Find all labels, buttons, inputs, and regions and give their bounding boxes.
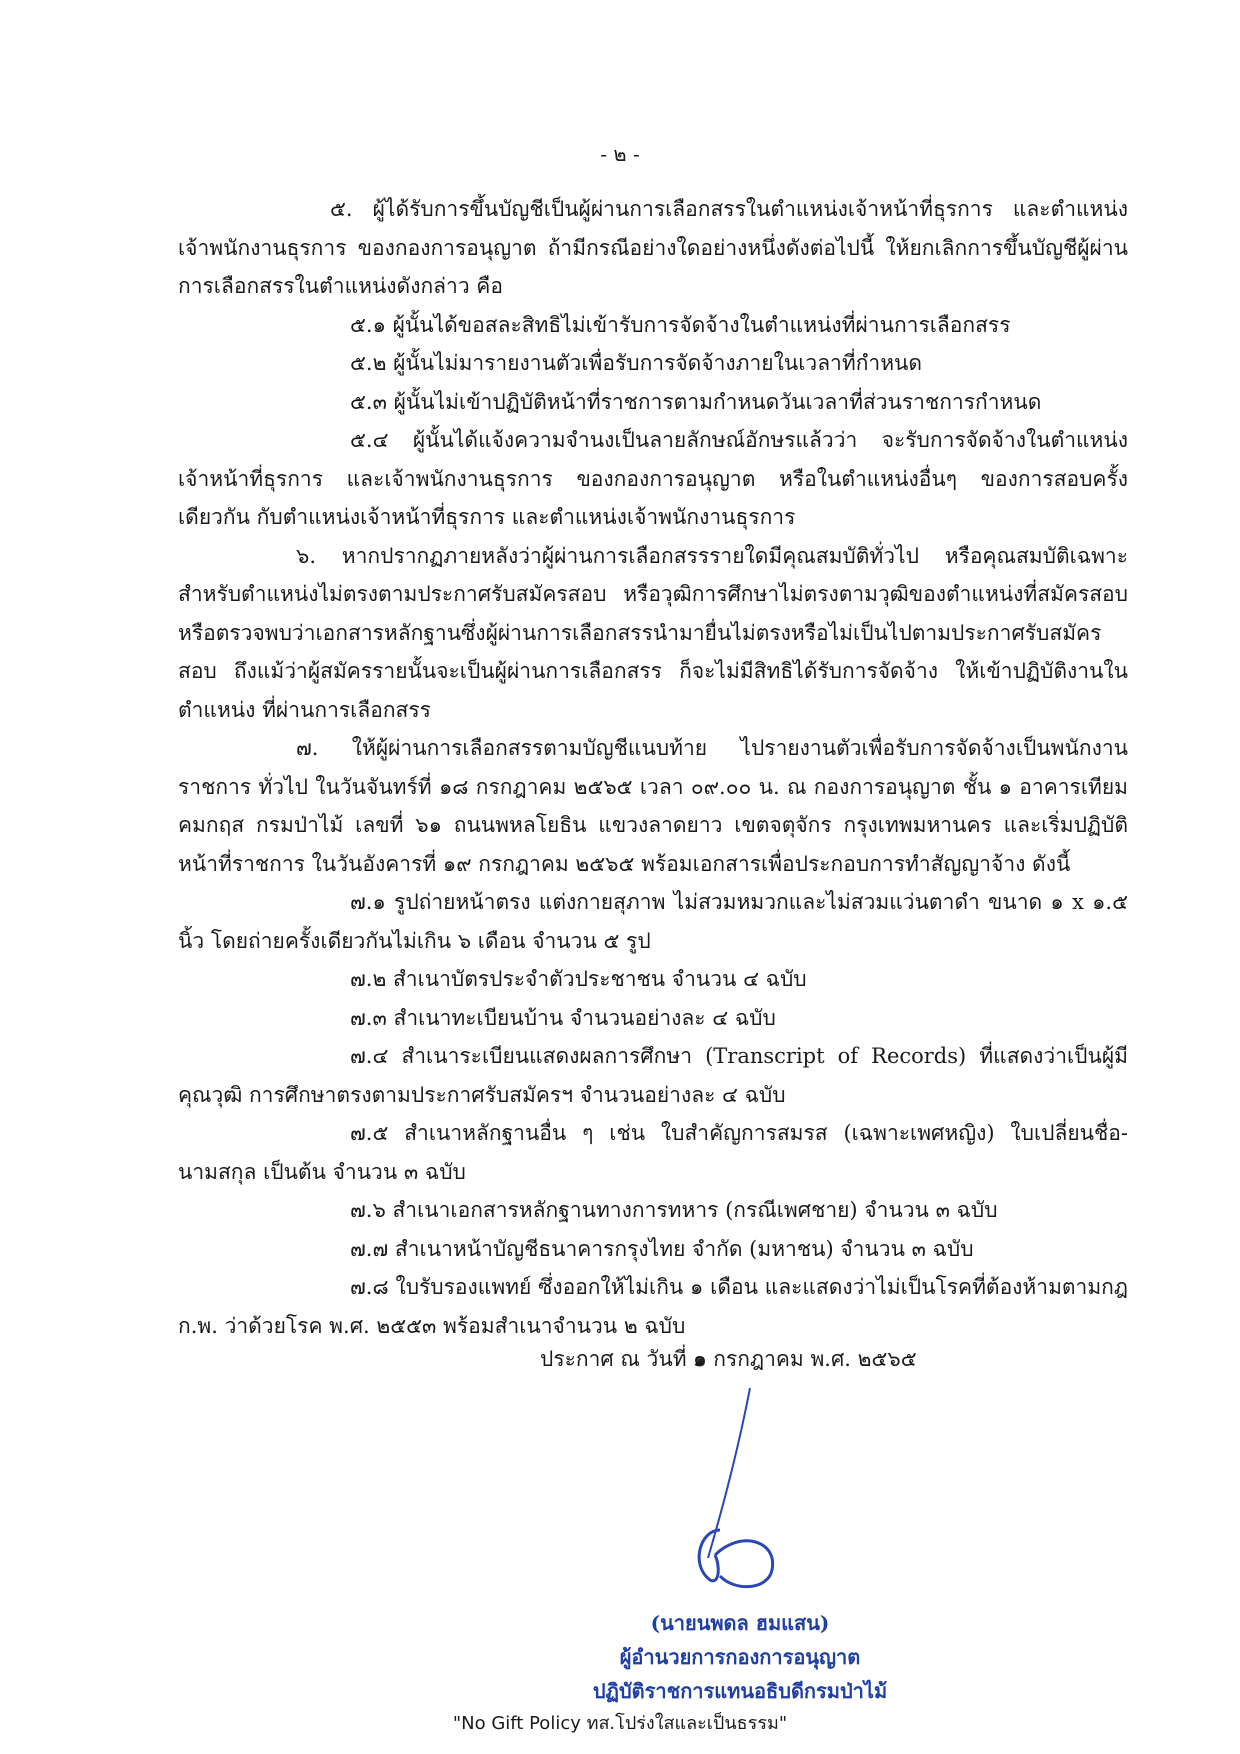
handwritten-signature bbox=[660, 1380, 820, 1600]
announcement-prefix: ประกาศ ณ วันที่ bbox=[540, 1347, 687, 1371]
clause-7-7: ๗.๗ สำเนาหน้าบัญชีธนาคารกรุงไทย จำกัด (มหาชน) จำนวน ๓ ฉบับ bbox=[350, 1236, 974, 1261]
clause-5-2: ๕.๒ ผู้นั้นไม่มารายงานตัวเพื่อรับการจัดจ้างภายในเวลาที่กำหนด bbox=[350, 351, 923, 375]
signer-position: ผู้อำนวยการกองการอนุญาต bbox=[619, 1645, 861, 1669]
clause-7-4: ๗.๔ สำเนาระเบียนแสดงผลการศึกษา (Transcript of Records) ที่แสดงว่าเป็นผู้มีคุณวุฒิ การศึกษาตรงตามประกาศรับสมัครฯ จำนวนอย่างละ ๔ ฉบับ bbox=[178, 1044, 1128, 1107]
signer-name: (นายนพดล ฮมแสน) bbox=[650, 1611, 830, 1635]
announcement-date bbox=[540, 1343, 917, 1376]
announcement-day: ๑ bbox=[693, 1346, 707, 1371]
clause-7-5: ๗.๕ สำเนาหลักฐานอื่น ๆ เช่น ใบสำคัญการสมรส (เฉพาะเพศหญิง) ใบเปลี่ยนชื่อ-นามสกุล เป็นต้น จำนวน ๓ ฉบับ bbox=[178, 1121, 1128, 1184]
document-body bbox=[178, 190, 1128, 1345]
clause-5: ๕. ผู้ได้รับการขึ้นบัญชีเป็นผู้ผ่านการเลือกสรรในตำแหน่งเจ้าหน้าที่ธุรการ และตำแหน่ง เจ้าพนักงานธุรการ ของกองการอนุญาต ถ้ามีกรณีอย่างใดอย่างหนึ่งดังต่อไปนี้ ให้ยกเลิกการขึ้นบัญชีผู้ผ่าน การเลือกสรรในตำแหน่งดังกล่าว คือ bbox=[178, 197, 1128, 298]
clause-5-1: ๕.๑ ผู้นั้นได้ขอสละสิทธิไม่เข้ารับการจัดจ้างในตำแหน่งที่ผ่านการเลือกสรร bbox=[350, 312, 1011, 337]
no-gift-policy-footer: "No Gift Policy ทส.โปร่งใสและเป็นธรรม" bbox=[452, 1713, 788, 1734]
clause-5-3: ๕.๓ ผู้นั้นไม่เข้าปฏิบัติหน้าที่ราชการตามกำหนดวันเวลาที่ส่วนราชการกำหนด bbox=[350, 389, 1042, 414]
page-number: - ๒ - bbox=[600, 142, 640, 166]
clause-7: ๗. ให้ผู้ผ่านการเลือกสรรตามบัญชีแนบท้าย ไปรายงานตัวเพื่อรับการจัดจ้างเป็นพนักงานราชการ ทั่วไป ในวันจันทร์ที่ ๑๘ กรกฎาคม ๒๕๖๕ เวลา ๐๙.๐๐ น. ณ กองการอนุญาต ชั้น ๑ อาคารเทียมคมกฤส กรมป่าไม้ เลขที่ ๖๑ ถนนพหลโยธิน แขวงลาดยาว เขตจตุจักร กรุงเทพมหานคร และเริ่มปฏิบัติหน้าที่ราชการ ในวันอังคารที่ ๑๙ กรกฎาคม ๒๕๖๕ พร้อมเอกสารเพื่อประกอบการทำสัญญาจ้าง ดังนี้ bbox=[178, 736, 1129, 876]
clause-7-3: ๗.๓ สำเนาทะเบียนบ้าน จำนวนอย่างละ ๔ ฉบับ bbox=[350, 1005, 776, 1030]
announcement-month-year: กรกฎาคม พ.ศ. ๒๕๖๕ bbox=[713, 1347, 917, 1371]
clause-5-4: ๕.๔ ผู้นั้นได้แจ้งความจำนงเป็นลายลักษณ์อักษรแล้วว่า จะรับการจัดจ้างในตำแหน่ง เจ้าหน้าที่ธุรการ และเจ้าพนักงานธุรการ ของกองการอนุญาต หรือในตำแหน่งอื่นๆ ของการสอบครั้งเดียวกัน กับตำแหน่งเจ้าหน้าที่ธุรการ และตำแหน่งเจ้าพนักงานธุรการ bbox=[178, 428, 1128, 529]
signer-acting: ปฏิบัติราชการแทนอธิบดีกรมป่าไม้ bbox=[592, 1679, 888, 1703]
clause-7-1: ๗.๑ รูปถ่ายหน้าตรง แต่งกายสุภาพ ไม่สวมหมวกและไม่สวมแว่นตาดำ ขนาด ๑ x ๑.๕ นิ้ว โดยถ่ายครั้งเดียวกันไม่เกิน ๖ เดือน จำนวน ๕ รูป bbox=[178, 890, 1128, 953]
clause-6: ๖. หากปรากฏภายหลังว่าผู้ผ่านการเลือกสรรรายใดมีคุณสมบัติทั่วไป หรือคุณสมบัติเฉพาะ สำหรับตำแหน่งไม่ตรงตามประกาศรับสมัครสอบ หรือวุฒิการศึกษาไม่ตรงตามวุฒิของตำแหน่งที่สมัครสอบ หรือตรวจพบว่าเอกสารหลักฐานซึ่งผู้ผ่านการเลือกสรรนำมายื่นไม่ตรงหรือไม่เป็นไปตามประกาศรับสมัครสอบ ถึงแม้ว่าผู้สมัครรายนั้นจะเป็นผู้ผ่านการเลือกสรร ก็จะไม่มีสิทธิได้รับการจัดจ้าง ให้เข้าปฏิบัติงานในตำแหน่ง ที่ผ่านการเลือกสรร bbox=[178, 543, 1128, 722]
clause-7-6: ๗.๖ สำเนาเอกสารหลักฐานทางการทหาร (กรณีเพศชาย) จำนวน ๓ ฉบับ bbox=[350, 1198, 998, 1222]
clause-7-8: ๗.๘ ใบรับรองแพทย์ ซึ่งออกให้ไม่เกิน ๑ เดือน และแสดงว่าไม่เป็นโรคที่ต้องห้ามตามกฎ ก.พ. ว่าด้วยโรค พ.ศ. ๒๕๕๓ พร้อมสำเนาจำนวน ๒ ฉบับ bbox=[178, 1275, 1128, 1338]
clause-7-2: ๗.๒ สำเนาบัตรประจำตัวประชาชน จำนวน ๔ ฉบับ bbox=[350, 967, 807, 991]
